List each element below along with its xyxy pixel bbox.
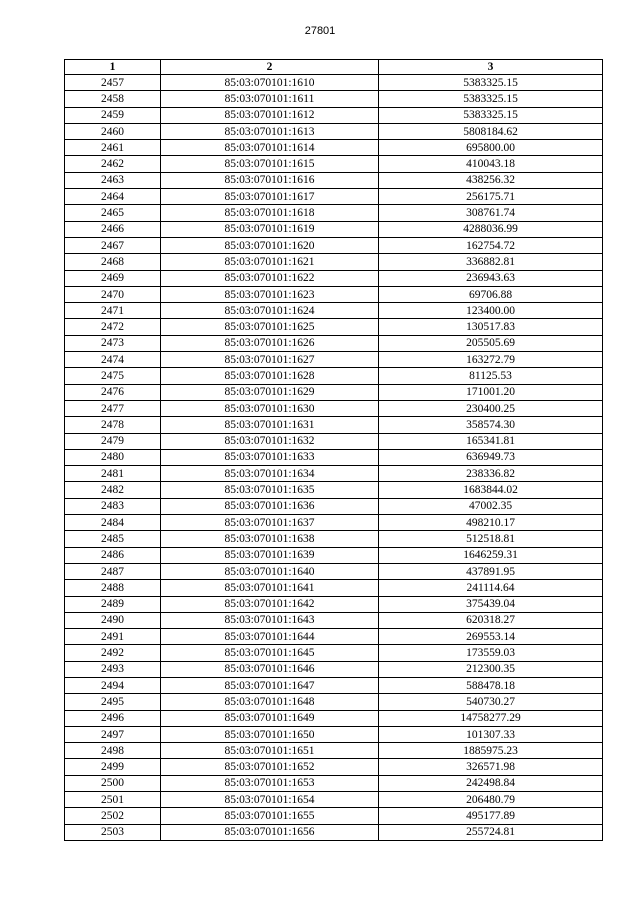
value-cell: 1646259.31 bbox=[379, 547, 603, 563]
cadastral-number-cell: 85:03:070101:1618 bbox=[161, 205, 379, 221]
value-cell: 205505.69 bbox=[379, 335, 603, 351]
table-row bbox=[65, 237, 603, 253]
cadastral-number-cell: 85:03:070101:1638 bbox=[161, 531, 379, 547]
row-index-cell: 2494 bbox=[65, 677, 161, 693]
row-index-cell: 2458 bbox=[65, 91, 161, 107]
row-index-cell: 2490 bbox=[65, 612, 161, 628]
table-row bbox=[65, 677, 603, 693]
table-row bbox=[65, 254, 603, 270]
table-row bbox=[65, 270, 603, 286]
cadastral-number-cell: 85:03:070101:1633 bbox=[161, 449, 379, 465]
row-index-cell: 2493 bbox=[65, 661, 161, 677]
table-row bbox=[65, 319, 603, 335]
table-row bbox=[65, 91, 603, 107]
table-row bbox=[65, 580, 603, 596]
row-index-cell: 2483 bbox=[65, 498, 161, 514]
cadastral-number-cell: 85:03:070101:1611 bbox=[161, 91, 379, 107]
cadastral-number-cell: 85:03:070101:1653 bbox=[161, 775, 379, 791]
row-index-cell: 2465 bbox=[65, 205, 161, 221]
cadastral-number-cell: 85:03:070101:1636 bbox=[161, 498, 379, 514]
table-row bbox=[65, 335, 603, 351]
cadastral-number-cell: 85:03:070101:1651 bbox=[161, 743, 379, 759]
value-cell: 173559.03 bbox=[379, 645, 603, 661]
table-row bbox=[65, 156, 603, 172]
table-row bbox=[65, 172, 603, 188]
cadastral-number-cell: 85:03:070101:1637 bbox=[161, 515, 379, 531]
value-cell: 212300.35 bbox=[379, 661, 603, 677]
value-cell: 5383325.15 bbox=[379, 107, 603, 123]
cadastral-number-cell: 85:03:070101:1646 bbox=[161, 661, 379, 677]
column-header-cadastral-number: 2 bbox=[161, 60, 379, 75]
row-index-cell: 2495 bbox=[65, 694, 161, 710]
value-cell: 5383325.15 bbox=[379, 91, 603, 107]
table-row bbox=[65, 726, 603, 742]
cadastral-number-cell: 85:03:070101:1645 bbox=[161, 645, 379, 661]
row-index-cell: 2487 bbox=[65, 563, 161, 579]
row-index-cell: 2498 bbox=[65, 743, 161, 759]
row-index-cell: 2467 bbox=[65, 237, 161, 253]
row-index-cell: 2486 bbox=[65, 547, 161, 563]
table-row bbox=[65, 368, 603, 384]
cadastral-number-cell: 85:03:070101:1652 bbox=[161, 759, 379, 775]
cadastral-number-cell: 85:03:070101:1627 bbox=[161, 352, 379, 368]
cadastral-number-cell: 85:03:070101:1612 bbox=[161, 107, 379, 123]
row-index-cell: 2460 bbox=[65, 123, 161, 139]
table-row bbox=[65, 743, 603, 759]
value-cell: 375439.04 bbox=[379, 596, 603, 612]
table-row bbox=[65, 694, 603, 710]
row-index-cell: 2463 bbox=[65, 172, 161, 188]
row-index-cell: 2500 bbox=[65, 775, 161, 791]
value-cell: 326571.98 bbox=[379, 759, 603, 775]
table-row bbox=[65, 775, 603, 791]
row-index-cell: 2468 bbox=[65, 254, 161, 270]
cadastral-number-cell: 85:03:070101:1622 bbox=[161, 270, 379, 286]
row-index-cell: 2479 bbox=[65, 433, 161, 449]
value-cell: 269553.14 bbox=[379, 629, 603, 645]
table-row bbox=[65, 531, 603, 547]
row-index-cell: 2502 bbox=[65, 808, 161, 824]
table-row bbox=[65, 449, 603, 465]
row-index-cell: 2476 bbox=[65, 384, 161, 400]
table-row bbox=[65, 808, 603, 824]
cadastral-number-cell: 85:03:070101:1617 bbox=[161, 189, 379, 205]
table-row bbox=[65, 123, 603, 139]
cadastral-number-cell: 85:03:070101:1629 bbox=[161, 384, 379, 400]
table-row bbox=[65, 400, 603, 416]
cadastral-number-cell: 85:03:070101:1625 bbox=[161, 319, 379, 335]
cadastral-number-cell: 85:03:070101:1654 bbox=[161, 792, 379, 808]
value-cell: 336882.81 bbox=[379, 254, 603, 270]
table-row bbox=[65, 792, 603, 808]
row-index-cell: 2459 bbox=[65, 107, 161, 123]
cadastral-number-cell: 85:03:070101:1630 bbox=[161, 400, 379, 416]
page-number: 27801 bbox=[304, 25, 336, 37]
table-row bbox=[65, 384, 603, 400]
value-cell: 256175.71 bbox=[379, 189, 603, 205]
value-cell: 695800.00 bbox=[379, 140, 603, 156]
table-row bbox=[65, 433, 603, 449]
cadastral-number-cell: 85:03:070101:1644 bbox=[161, 629, 379, 645]
cadastral-number-cell: 85:03:070101:1656 bbox=[161, 824, 379, 840]
cadastral-number-cell: 85:03:070101:1632 bbox=[161, 433, 379, 449]
value-cell: 238336.82 bbox=[379, 466, 603, 482]
cadastral-value-table bbox=[64, 59, 603, 841]
cadastral-number-cell: 85:03:070101:1615 bbox=[161, 156, 379, 172]
cadastral-number-cell: 85:03:070101:1613 bbox=[161, 123, 379, 139]
cadastral-number-cell: 85:03:070101:1634 bbox=[161, 466, 379, 482]
row-index-cell: 2475 bbox=[65, 368, 161, 384]
column-header-value: 3 bbox=[379, 60, 603, 75]
cadastral-number-cell: 85:03:070101:1621 bbox=[161, 254, 379, 270]
value-cell: 438256.32 bbox=[379, 172, 603, 188]
row-index-cell: 2488 bbox=[65, 580, 161, 596]
value-cell: 437891.95 bbox=[379, 563, 603, 579]
row-index-cell: 2484 bbox=[65, 515, 161, 531]
value-cell: 358574.30 bbox=[379, 417, 603, 433]
row-index-cell: 2503 bbox=[65, 824, 161, 840]
value-cell: 206480.79 bbox=[379, 792, 603, 808]
table-row bbox=[65, 221, 603, 237]
table-row bbox=[65, 417, 603, 433]
value-cell: 171001.20 bbox=[379, 384, 603, 400]
value-cell: 540730.27 bbox=[379, 694, 603, 710]
row-index-cell: 2474 bbox=[65, 352, 161, 368]
value-cell: 242498.84 bbox=[379, 775, 603, 791]
table-row bbox=[65, 563, 603, 579]
value-cell: 1885975.23 bbox=[379, 743, 603, 759]
cadastral-number-cell: 85:03:070101:1623 bbox=[161, 286, 379, 302]
cadastral-number-cell: 85:03:070101:1624 bbox=[161, 303, 379, 319]
table-row bbox=[65, 466, 603, 482]
table-row bbox=[65, 612, 603, 628]
row-index-cell: 2477 bbox=[65, 400, 161, 416]
table-row bbox=[65, 107, 603, 123]
table-row bbox=[65, 286, 603, 302]
value-cell: 512518.81 bbox=[379, 531, 603, 547]
value-cell: 162754.72 bbox=[379, 237, 603, 253]
cadastral-number-cell: 85:03:070101:1626 bbox=[161, 335, 379, 351]
row-index-cell: 2462 bbox=[65, 156, 161, 172]
row-index-cell: 2481 bbox=[65, 466, 161, 482]
value-cell: 5808184.62 bbox=[379, 123, 603, 139]
cadastral-number-cell: 85:03:070101:1650 bbox=[161, 726, 379, 742]
cadastral-number-cell: 85:03:070101:1640 bbox=[161, 563, 379, 579]
cadastral-number-cell: 85:03:070101:1620 bbox=[161, 237, 379, 253]
value-cell: 588478.18 bbox=[379, 677, 603, 693]
value-cell: 255724.81 bbox=[379, 824, 603, 840]
value-cell: 101307.33 bbox=[379, 726, 603, 742]
value-cell: 241114.64 bbox=[379, 580, 603, 596]
table-row bbox=[65, 629, 603, 645]
row-index-cell: 2482 bbox=[65, 482, 161, 498]
row-index-cell: 2489 bbox=[65, 596, 161, 612]
cadastral-number-cell: 85:03:070101:1648 bbox=[161, 694, 379, 710]
row-index-cell: 2478 bbox=[65, 417, 161, 433]
value-cell: 4288036.99 bbox=[379, 221, 603, 237]
table-row bbox=[65, 352, 603, 368]
cadastral-number-cell: 85:03:070101:1616 bbox=[161, 172, 379, 188]
cadastral-number-cell: 85:03:070101:1643 bbox=[161, 612, 379, 628]
cadastral-number-cell: 85:03:070101:1628 bbox=[161, 368, 379, 384]
value-cell: 636949.73 bbox=[379, 449, 603, 465]
table-row bbox=[65, 547, 603, 563]
value-cell: 308761.74 bbox=[379, 205, 603, 221]
value-cell: 410043.18 bbox=[379, 156, 603, 172]
cadastral-number-cell: 85:03:070101:1641 bbox=[161, 580, 379, 596]
row-index-cell: 2496 bbox=[65, 710, 161, 726]
value-cell: 230400.25 bbox=[379, 400, 603, 416]
row-index-cell: 2466 bbox=[65, 221, 161, 237]
table-row bbox=[65, 482, 603, 498]
row-index-cell: 2457 bbox=[65, 75, 161, 91]
value-cell: 165341.81 bbox=[379, 433, 603, 449]
row-index-cell: 2471 bbox=[65, 303, 161, 319]
cadastral-number-cell: 85:03:070101:1642 bbox=[161, 596, 379, 612]
row-index-cell: 2491 bbox=[65, 629, 161, 645]
table-row bbox=[65, 515, 603, 531]
value-cell: 130517.83 bbox=[379, 319, 603, 335]
row-index-cell: 2470 bbox=[65, 286, 161, 302]
table-row bbox=[65, 75, 603, 91]
table-body bbox=[65, 75, 603, 841]
value-cell: 14758277.29 bbox=[379, 710, 603, 726]
value-cell: 498210.17 bbox=[379, 515, 603, 531]
row-index-cell: 2499 bbox=[65, 759, 161, 775]
value-cell: 620318.27 bbox=[379, 612, 603, 628]
row-index-cell: 2461 bbox=[65, 140, 161, 156]
cadastral-number-cell: 85:03:070101:1631 bbox=[161, 417, 379, 433]
row-index-cell: 2492 bbox=[65, 645, 161, 661]
table-row bbox=[65, 498, 603, 514]
value-cell: 236943.63 bbox=[379, 270, 603, 286]
cadastral-number-cell: 85:03:070101:1655 bbox=[161, 808, 379, 824]
row-index-cell: 2472 bbox=[65, 319, 161, 335]
table-row bbox=[65, 661, 603, 677]
cadastral-number-cell: 85:03:070101:1619 bbox=[161, 221, 379, 237]
cadastral-number-cell: 85:03:070101:1610 bbox=[161, 75, 379, 91]
table-header-row bbox=[65, 60, 603, 75]
cadastral-number-cell: 85:03:070101:1635 bbox=[161, 482, 379, 498]
value-cell: 69706.88 bbox=[379, 286, 603, 302]
table-row bbox=[65, 710, 603, 726]
cadastral-number-cell: 85:03:070101:1649 bbox=[161, 710, 379, 726]
table-row bbox=[65, 205, 603, 221]
value-cell: 5383325.15 bbox=[379, 75, 603, 91]
cadastral-number-cell: 85:03:070101:1639 bbox=[161, 547, 379, 563]
table-row bbox=[65, 189, 603, 205]
table-row bbox=[65, 824, 603, 840]
table-row bbox=[65, 303, 603, 319]
value-cell: 81125.53 bbox=[379, 368, 603, 384]
table-row bbox=[65, 759, 603, 775]
value-cell: 495177.89 bbox=[379, 808, 603, 824]
row-index-cell: 2464 bbox=[65, 189, 161, 205]
row-index-cell: 2485 bbox=[65, 531, 161, 547]
table-row bbox=[65, 596, 603, 612]
cadastral-number-cell: 85:03:070101:1647 bbox=[161, 677, 379, 693]
row-index-cell: 2473 bbox=[65, 335, 161, 351]
row-index-cell: 2469 bbox=[65, 270, 161, 286]
value-cell: 1683844.02 bbox=[379, 482, 603, 498]
cadastral-number-cell: 85:03:070101:1614 bbox=[161, 140, 379, 156]
row-index-cell: 2497 bbox=[65, 726, 161, 742]
row-index-cell: 2501 bbox=[65, 792, 161, 808]
table-row bbox=[65, 645, 603, 661]
value-cell: 123400.00 bbox=[379, 303, 603, 319]
column-header-index: 1 bbox=[65, 60, 161, 75]
value-cell: 47002.35 bbox=[379, 498, 603, 514]
value-cell: 163272.79 bbox=[379, 352, 603, 368]
row-index-cell: 2480 bbox=[65, 449, 161, 465]
table-row bbox=[65, 140, 603, 156]
